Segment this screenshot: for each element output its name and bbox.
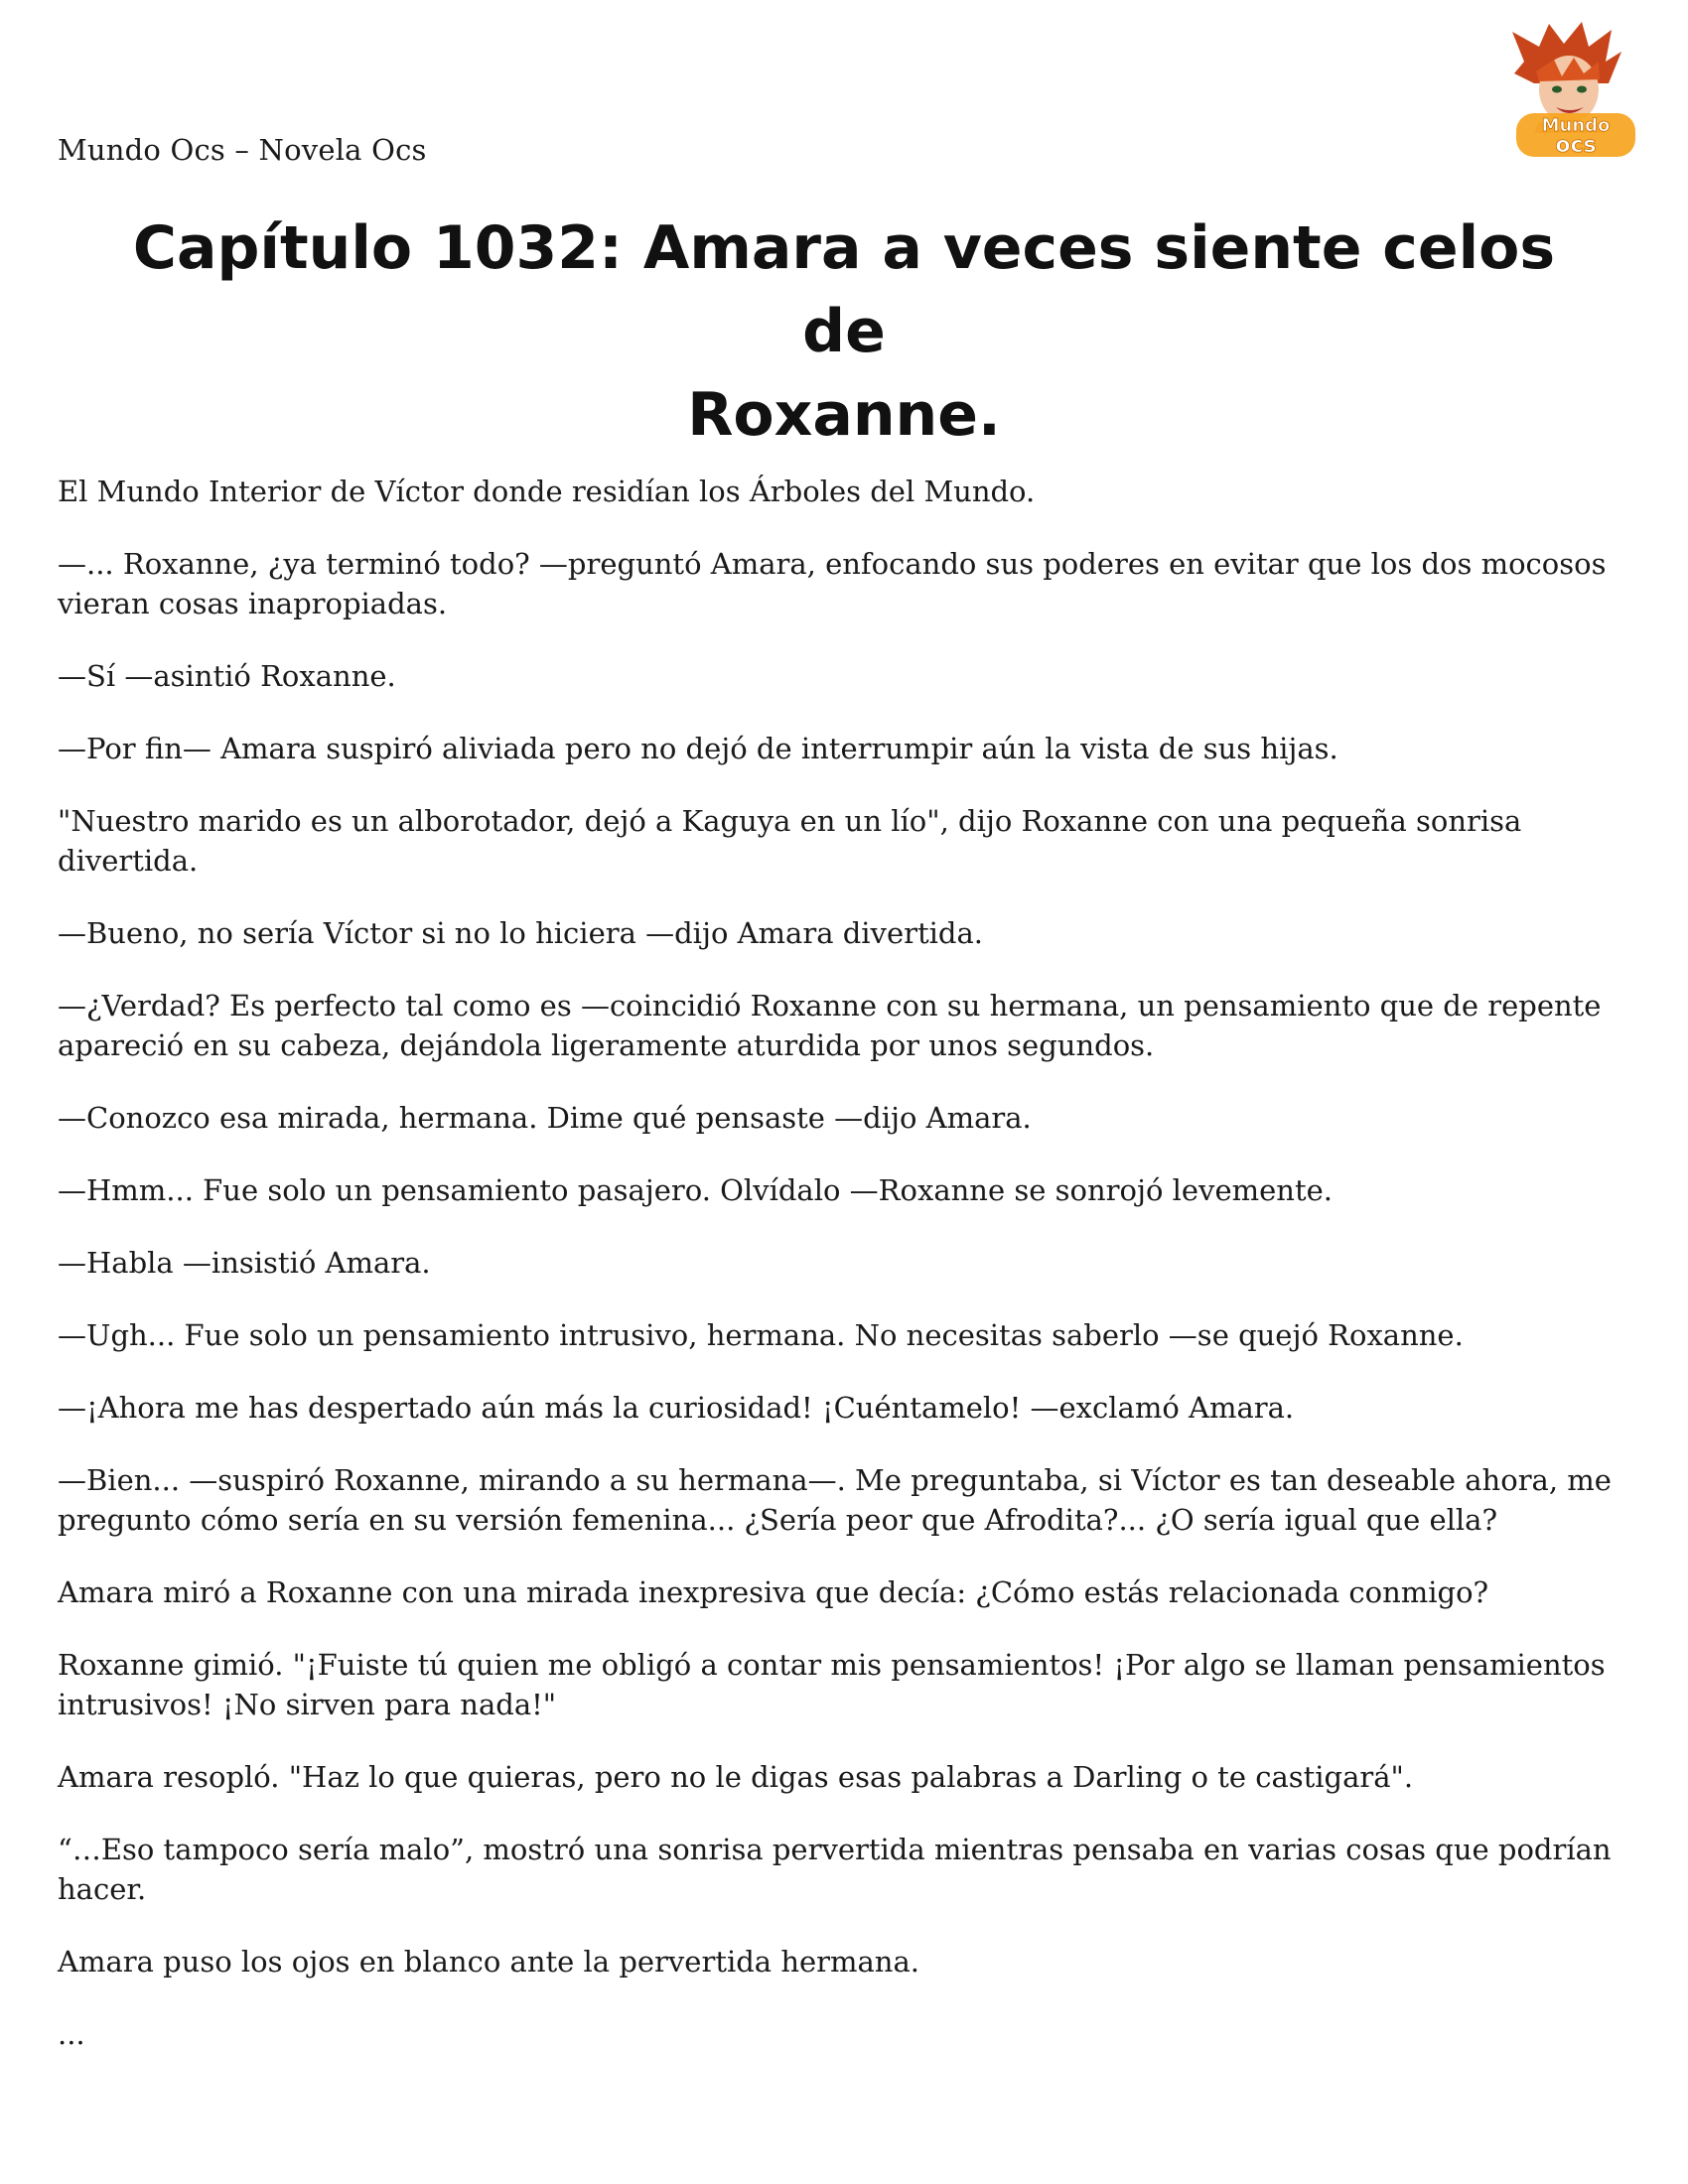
paragraph: El Mundo Interior de Víctor donde residían los Árboles del Mundo.	[58, 475, 1036, 508]
paragraph: Amara puso los ojos en blanco ante la pervertida hermana.	[58, 1945, 919, 1979]
paragraph: Amara miró a Roxanne con una mirada inexpresiva que decía: ¿Cómo estás relacionada conmigo?	[58, 1575, 1489, 1609]
paragraph: —Ugh... Fue solo un pensamiento intrusivo, hermana. No necesitas saberlo —se quejó Roxanne.	[58, 1318, 1464, 1352]
site-header-text: Mundo Ocs – Novela Ocs	[58, 133, 427, 167]
paragraph: —¿Verdad? Es perfecto tal como es —coincidió Roxanne con su hermana, un pensamiento que de repente apareció en su cabeza, dejándola ligeramente aturdida por unos segundos.	[58, 989, 1602, 1062]
paragraph: —Conozco esa mirada, hermana. Dime qué pensaste —dijo Amara.	[58, 1101, 1032, 1135]
paragraph: Roxanne gimió. "¡Fuiste tú quien me obligó a contar mis pensamientos! ¡Por algo se llaman pensamientos intrusivos! ¡No sirven para nada!"	[58, 1648, 1606, 1721]
paragraph: —¡Ahora me has despertado aún más la curiosidad! ¡Cuéntamelo! —exclamó Amara.	[58, 1391, 1295, 1425]
paragraph: —Bueno, no sería Víctor si no lo hiciera —dijo Amara divertida.	[58, 916, 983, 950]
svg-text:ocs: ocs	[1555, 133, 1597, 158]
paragraph: —Bien... —suspiró Roxanne, mirando a su hermana—. Me preguntaba, si Víctor es tan deseable ahora, me pregunto cómo sería en su versión femenina... ¿Sería peor que Afrodita?... ¿O sería igual que ella?	[58, 1463, 1612, 1537]
paragraph: "Nuestro marido es un alborotador, dejó a Kaguya en un lío", dijo Roxanne con una pequeña sonrisa divertida.	[58, 804, 1522, 878]
paragraph: —Sí —asintió Roxanne.	[58, 659, 396, 693]
paragraph: —Por fin— Amara suspiró aliviada pero no dejó de interrumpir aún la vista de sus hijas.	[58, 732, 1338, 765]
paragraph: —... Roxanne, ¿ya terminó todo? —preguntó Amara, enfocando sus poderes en evitar que los dos mocosos vieran cosas inapropiadas.	[58, 547, 1607, 620]
paragraph: —Hmm... Fue solo un pensamiento pasajero. Olvídalo —Roxanne se sonrojó levemente.	[58, 1173, 1333, 1207]
mundo-ocs-logo-icon	[1494, 22, 1653, 161]
chapter-body	[58, 472, 1636, 2087]
svg-text:Mundo: Mundo	[1541, 115, 1611, 136]
paragraph: —Habla —insistió Amara.	[58, 1246, 431, 1280]
paragraph: Amara resopló. "Haz lo que quieras, pero no le digas esas palabras a Darling o te castigará".	[58, 1760, 1414, 1794]
chapter-title-line-1: Capítulo 1032: Amara a veces siente celos de	[132, 213, 1556, 366]
chapter-title-line-2: Roxanne.	[687, 380, 1001, 450]
paragraph: ...	[58, 2017, 85, 2051]
paragraph: “…Eso tampoco sería malo”, mostró una sonrisa pervertida mientras pensaba en varias cosas que podrían hacer.	[58, 1833, 1612, 1906]
chapter-title	[99, 206, 1589, 457]
